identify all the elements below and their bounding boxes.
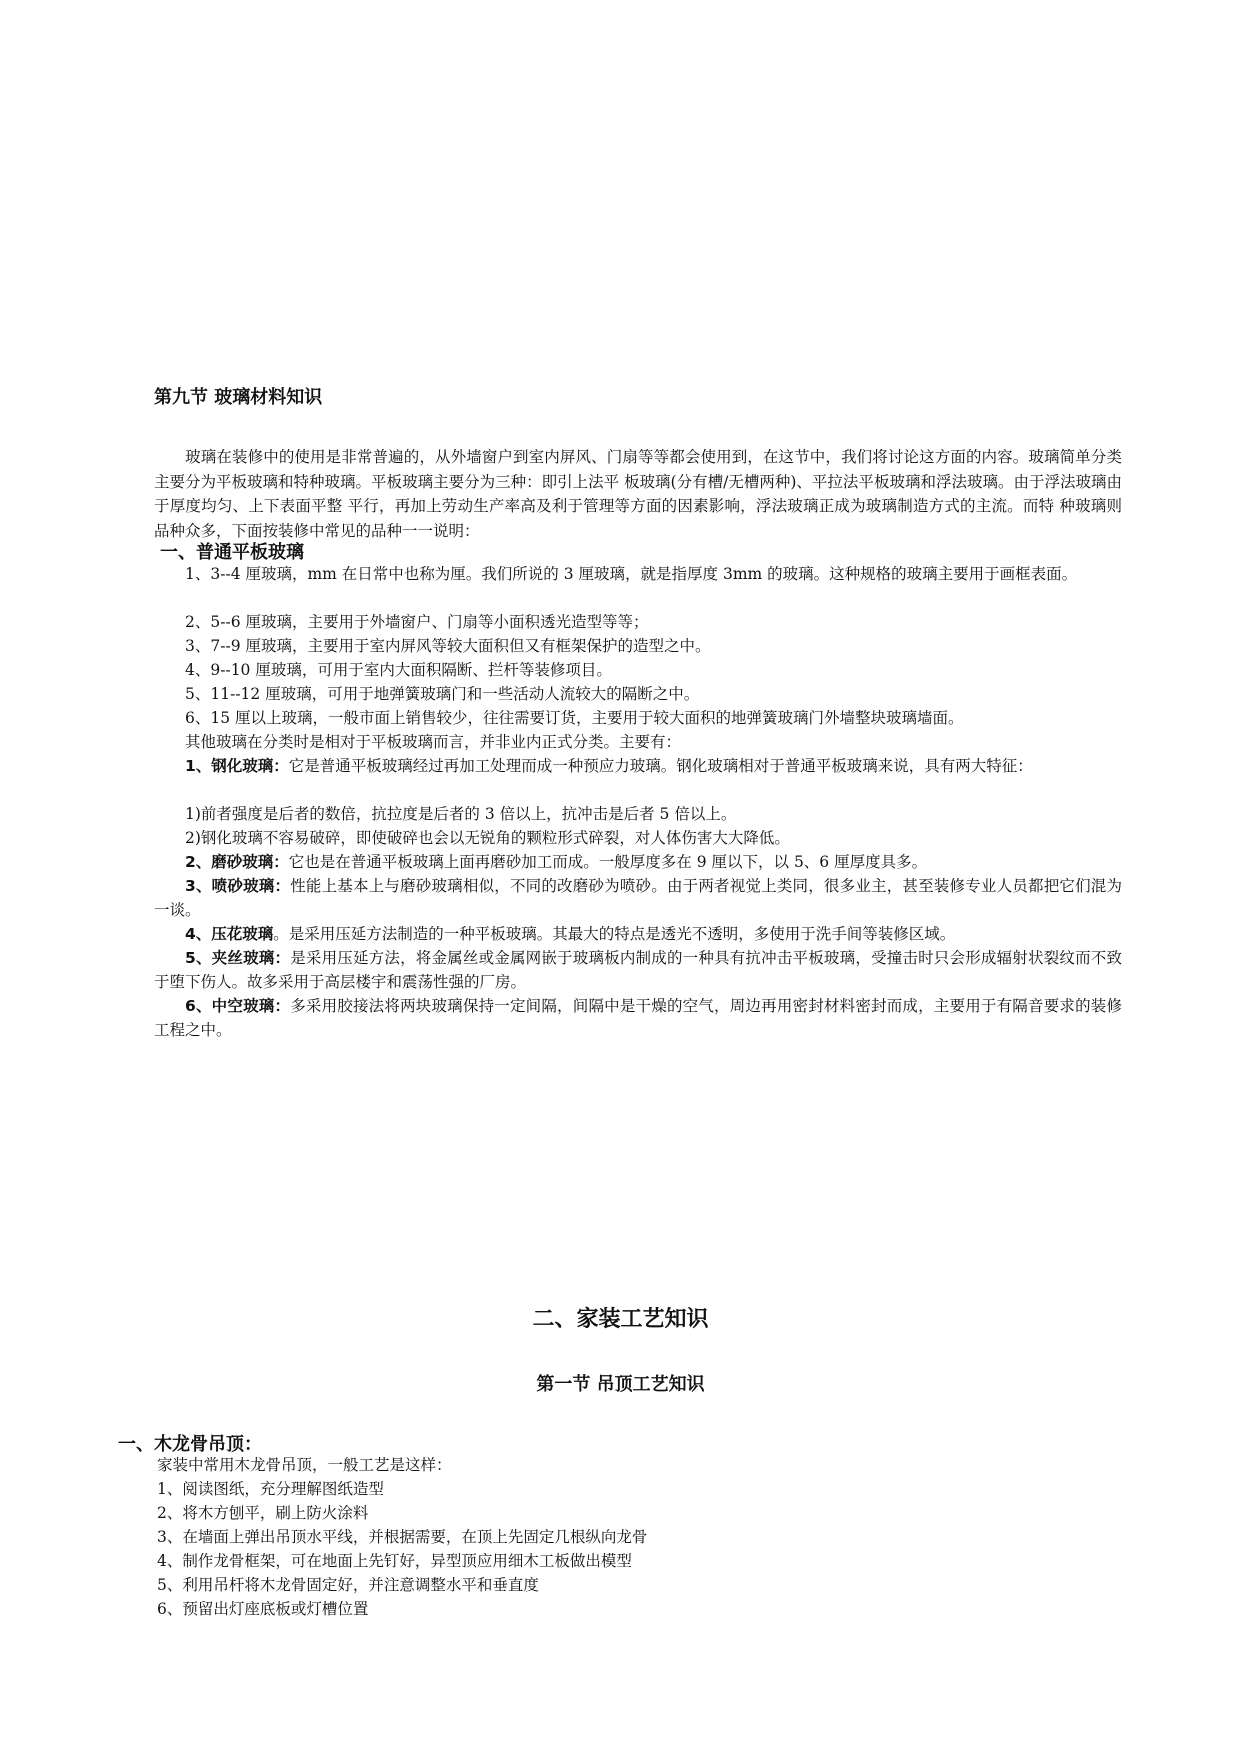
- list-item-text: 4、9--10 厘玻璃，可用于室内大面积隔断、拦杆等装修项目。: [185, 661, 612, 679]
- special-glass-desc: 是采用压延方法，将金属丝或金属网嵌于玻璃板内制成的一种具有抗冲击平板玻璃，受撞击时只会形成辐射状裂纹而不致于堕下伤人。故多采用于高层楼宇和震荡性强的厂房。: [154, 949, 1122, 991]
- special-glass-name: 1、钢化玻璃：: [185, 757, 289, 775]
- special-glass-item: [154, 922, 1122, 946]
- special-glass-name: 6、中空玻璃：: [185, 997, 291, 1015]
- intro-text: 玻璃在装修中的使用是非常普遍的，从外墙窗户到室内屏风、门扇等等都会使用到，在这节中，我们将讨论这方面的内容。玻璃简单分类主要分为平板玻璃和特种玻璃。平板玻璃主要分为三种：即引上法平 板玻璃(分有槽/无槽两种)、平拉法平板玻璃和浮法玻璃。由于浮法玻璃由于厚度均匀、上下表面平整 平行，再加上劳动生产率高及利于管理等方面的因素影响，浮法玻璃正成为玻璃制造方式的主流。而特 种玻璃则品种众多，下面按装修中常见的品种一一说明：: [154, 448, 1122, 540]
- list-item: [154, 706, 1122, 730]
- step-item: 3、在墙面上弹出吊顶水平线，并根据需要，在顶上先固定几根纵向龙骨: [157, 1528, 648, 1546]
- step-item: 6、预留出灯座底板或灯槽位置: [157, 1600, 369, 1618]
- list-item: [154, 658, 1122, 682]
- special-glass-desc: 。是采用压延方法制造的一种平板玻璃。其最大的特点是透光不透明，多使用于洗手间等装修区域。: [273, 925, 956, 943]
- special-glass-desc: 性能上基本上与磨砂玻璃相似，不同的改磨砂为喷砂。由于两者视觉上类同，很多业主，甚至装修专业人员都把它们混为一谈。: [154, 877, 1122, 919]
- part-title: 二、家装工艺知识: [532, 1307, 709, 1332]
- special-glass-item: [154, 850, 1122, 874]
- step-item: 1、阅读图纸，充分理解图纸造型: [157, 1480, 384, 1498]
- special-glass-item: [154, 754, 1122, 778]
- subheading-flat-glass: 一、普通平板玻璃: [160, 542, 304, 563]
- section-title: 第一节 吊顶工艺知识: [536, 1374, 705, 1395]
- list-item: [154, 634, 1122, 658]
- special-glass-item: [154, 826, 1122, 850]
- section-title: 第九节 玻璃材料知识: [154, 387, 323, 408]
- step-item: 5、利用吊杆将木龙骨固定好，并注意调整水平和垂直度: [157, 1576, 539, 1594]
- step-item: 4、制作龙骨框架，可在地面上先钉好，异型顶应用细木工板做出模型: [157, 1552, 632, 1570]
- special-glass-name: 3、喷砂玻璃：: [185, 877, 291, 895]
- special-glass-desc: 2)钢化玻璃不容易破碎，即使破碎也会以无锐角的颗粒形式碎裂，对人体伤害大大降低。: [185, 829, 790, 847]
- special-glass-desc: 多采用胶接法将两块玻璃保持一定间隔，间隔中是干燥的空气，周边再用密封材料密封而成，主要用于有隔音要求的装修工程之中。: [154, 997, 1122, 1039]
- special-glass-name: 4、压花玻璃: [185, 925, 274, 943]
- special-glass-desc: 它也是在普通平板玻璃上面再磨砂加工而成。一般厚度多在 9 厘以下，以 5、6 厘厚度具多。: [288, 853, 928, 871]
- special-glass-item: [154, 946, 1122, 994]
- special-glass-item: [154, 994, 1122, 1042]
- list-item: [154, 562, 1122, 586]
- list-item: [154, 682, 1122, 706]
- subheading-wood-ceiling: 一、木龙骨吊顶：: [118, 1434, 262, 1455]
- special-glass-desc: 它是普通平板玻璃经过再加工处理而成一种预应力玻璃。钢化玻璃相对于普通平板玻璃来说，具有两大特征：: [288, 757, 1033, 775]
- list-item-text: 1、3--4 厘玻璃，mm 在日常中也称为厘。我们所说的 3 厘玻璃，就是指厚度 3mm 的玻璃。这种规格的玻璃主要用于画框表面。: [185, 565, 1078, 583]
- special-glass-item: [154, 802, 1122, 826]
- list-item-text: 6、15 厘以上玻璃，一般市面上销售较少，往往需要订货，主要用于较大面积的地弹簧玻璃门外墙整块玻璃墙面。: [185, 709, 964, 727]
- step-item: 2、将木方刨平，刷上防火涂料: [157, 1504, 369, 1522]
- list-item: [154, 610, 1122, 634]
- others-intro-text: 其他玻璃在分类时是相对于平板玻璃而言，并非业内正式分类。主要有：: [185, 733, 682, 751]
- special-glass-desc: 1)前者强度是后者的数倍，抗拉度是后者的 3 倍以上，抗冲击是后者 5 倍以上。: [185, 805, 737, 823]
- list-item-text: 3、7--9 厘玻璃，主要用于室内屏风等较大面积但又有框架保护的造型之中。: [185, 637, 711, 655]
- wood-intro: 家装中常用木龙骨吊顶，一般工艺是这样：: [157, 1456, 452, 1474]
- intro-paragraph: [154, 445, 1122, 543]
- special-glass-item: [154, 874, 1122, 922]
- special-glass-name: 5、夹丝玻璃：: [185, 949, 291, 967]
- list-item-text: 5、11--12 厘玻璃，可用于地弹簧玻璃门和一些活动人流较大的隔断之中。: [185, 685, 700, 703]
- others-intro: [154, 730, 1122, 754]
- special-glass-name: 2、磨砂玻璃：: [185, 853, 289, 871]
- list-item-text: 2、5--6 厘玻璃，主要用于外墙窗户、门扇等小面积透光造型等等；: [185, 613, 649, 631]
